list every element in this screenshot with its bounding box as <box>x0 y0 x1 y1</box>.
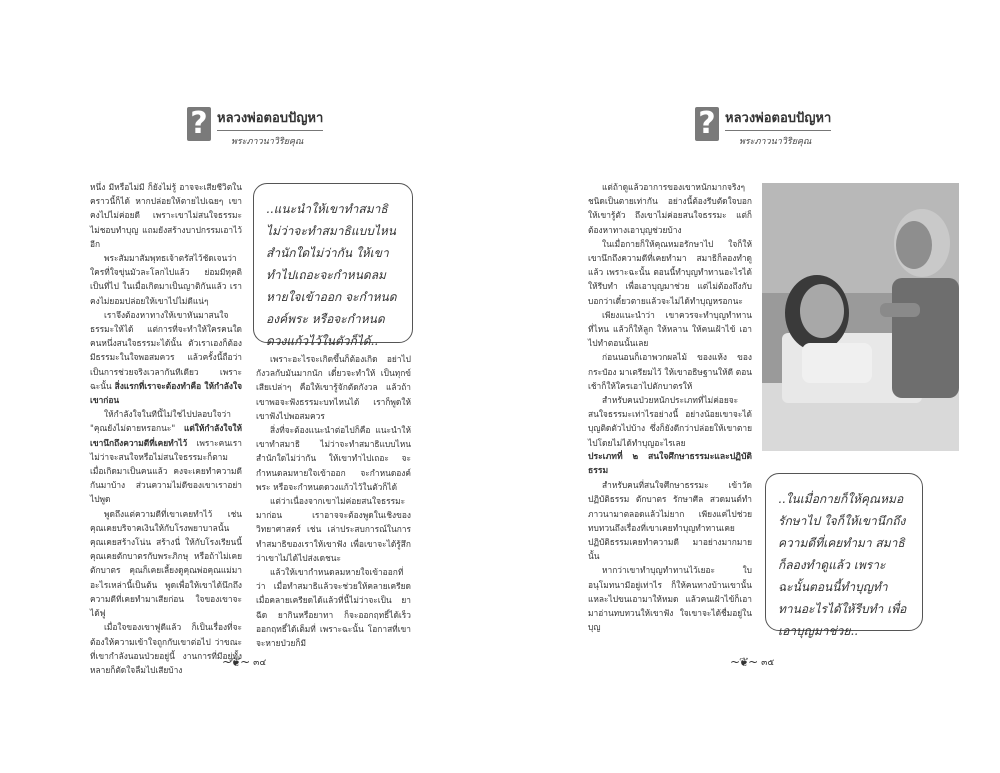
header-title: หลวงพ่อตอบปัญหา <box>725 107 831 131</box>
paragraph: สำหรับคนที่สนใจศึกษาธรรมะ เข้าวัดปฏิบัติธรรม ตักบาตร รักษาศีล สวดมนต์ทำภาวนามาตลอดแล้วไม่ยาก เพียงแค่ไปช่วยทบทวนถึงเรื่องที่เขาเคยทำบุญทำทานเคยปฏิบัติธรรมเคยทำความดี มาอย่างมากมายนั้น <box>588 480 752 562</box>
right-page-column <box>588 180 752 635</box>
paragraph: แต่ว่าเนื่องจากเขาไม่ค่อยสนใจธรรมะมาก่อน เราอาจจะต้องพูดในเชิงของวิทยาศาสตร์ เช่น เล่าประสบการณ์ในการทำสมาธิของเราให้เขาฟัง เพื่อเขาจะได้รู้สึกว่าเขาไม่ได้ไปส่งเดชนะ <box>256 496 411 563</box>
paragraph: เพียงแนะนำว่า เขาควรจะทำบุญทำทานที่ไหน แล้วก็ให้ลูก ให้หลาน ให้คนเฝ้าไข้ เอาไปทำตอนนั้นเลย <box>588 309 752 349</box>
paragraph: แต่ถ้าดูแล้วอาการของเขาหนักมากจริงๆ ชนิดเป็นตายเท่ากัน อย่างนี้ต้องรีบตัดใจบอกให้เขารู้ตัว ถึงเขาไม่ค่อยสนใจธรรมะ แต่ก็ต้องหาทางเอาบุญช่วยบ้าง <box>588 182 752 235</box>
hospital-photo <box>762 183 959 451</box>
left-page-column-2 <box>256 352 411 650</box>
left-page-column-1 <box>90 180 242 677</box>
left-pull-quote <box>253 183 413 348</box>
page-header-right <box>695 107 831 148</box>
paragraph: พูดถึงแต่ความดีที่เขาเคยทำไว้ เช่น คุณเคยบริจาคเงินให้กับโรงพยาบาลนั้น คุณเคยสร้างโน่น สร้างนี่ ให้กับโรงเรียนนี้ คุณเคยตักบาตรกับพระภิกษุ หรือถ้าไม่เคยตักบาตร คุณก็เคยเลี้ยงดูคุณพ่อคุณแม่มา อะไรเหล่านี้เป็นต้น พูดเพื่อให้เขาได้นึกถึงความดีที่เคยทำมาเสียก่อน ใจของเขาจะได้ฟู <box>90 508 242 619</box>
right-page <box>500 0 1000 773</box>
paragraph: หากว่าเขาทำบุญทำทานไว้เยอะ ใบอนุโมทนามีอยู่เท่าไร ก็ให้คนทางบ้านเขานั้นแหละไปขนเอามาให้หมด แล้วคนเฝ้าไข้ก็เอามาอ่านทบทวนให้เขาฟัง ใจเขาจะได้ชื่มอยู่ในบุญ <box>588 565 752 633</box>
question-icon: ? <box>187 107 211 141</box>
left-quote-text: ..แนะนำให้เขาทำสมาธิ ไม่ว่าจะทำสมาธิแบบไหน สำนักใดไม่ว่ากัน ให้เขาทำไปเถอะจะกำหนดลมหายใจเข้าออก จะกำหนดองค์พระ หรือจะกำหนดดวงแก้วไว้ในตัวก็ได้.. <box>266 202 397 348</box>
bold-text: สิ่งแรกที่เราจะต้องทำคือ ให้กำลังใจเขาก่อน <box>90 380 242 406</box>
paragraph: เมื่อใจของเขาฟูดีแล้ว ก็เป็นเรื่องที่จะต้องให้ความเข้าใจถูกกับเขาต่อไป ว่าขณะที่เขากำลังนอนป่วยอยู่นี้ งานการที่มีอยู่ทั้งหลายก็ตัดใจลืมไปเสียบ้าง <box>90 622 242 675</box>
page-header-left <box>187 107 323 148</box>
header-title: หลวงพ่อตอบปัญหา <box>217 107 323 131</box>
paragraph: สิ่งที่จะต้องแนะนำต่อไปก็คือ แนะนำให้เขาทำสมาธิ ไม่ว่าจะทำสมาธิแบบไหน สำนักใดไม่ว่ากัน ให้เขาทำไปเถอะ จะกำหนดลมหายใจเข้าออก จะกำหนดองค์พระ หรือจะกำหนดดวงแก้วไว้ในตัวก็ได้ <box>256 425 411 492</box>
paragraph: เพราะอะไรจะเกิดขึ้นก็ต้องเกิด อย่าไปกังวลกับมันมากนัก เดี๋ยวจะทำให้ เป็นทุกข์เสียเปล่าๆ คือให้เขารู้จักตัดกังวล แล้วถ้าเขาพอจะฟังธรรมะบทไหนได้ เราก็พูดให้เขาฟังไปพอสมควร <box>256 354 411 421</box>
paragraph: สำหรับคนป่วยหนักประเภทที่ไม่ค่อยจะสนใจธรรมะเท่าไรอย่างนี้ อย่างน้อยเขาจะได้บุญติดตัวไปบ้าง ซึ่งก็ยังดีกว่าปล่อยให้เขาตายไปโดยไม่ได้ทำบุญอะไรเลย <box>588 395 752 448</box>
ornament-icon: ~❦~ <box>730 655 758 669</box>
paragraph: หนึ่ง มีหรือไม่มี ก็ยังไม่รู้ อาจจะเสียชีวิตในคราวนี้ก็ได้ หากปล่อยให้ตายไปเฉยๆ เขาคงไปไม่ค่อยดี เพราะเขาไม่สนใจธรรมะ ไม่ชอบทำบุญ แถมยังสร้างบาปกรรมเอาไว้อีก <box>90 182 242 249</box>
bold-text: แต่ให้กำลังใจให้เขานึกถึงความดีที่เคยทำไว้ <box>90 423 242 448</box>
paragraph: ให้กำลังใจในทีนี้ไม่ใช่ไปปลอบใจว่า "คุณยังไม่ตายหรอกนะ" แต่ให้กำลังใจให้เขานึกถึงความดีที่เคยทำไว้ เพราะคนเราไม่ว่าจะสนใจหรือไม่สนใจธรรมะก็ตาม เมื่อเกิดมาเป็นคนแล้ว คงจะเคยทำความดีกันมาบ้าง ส่วนความไม่ดีของเขาเราอย่าไปพูด <box>90 409 242 505</box>
header-subtitle: พระภาวนาวิริยคุณ <box>231 137 304 147</box>
paragraph: ในเมื่อกายก็ให้คุณหมอรักษาไป ใจก็ให้เขานึกถึงความดีที่เคยทำมา สมาธิก็ลองทำดูแล้ว เพราะฉะนั้น ตอนนี้ทำบุญทำทานอะไรได้ให้รีบทำ เพื่อเอาบุญมาช่วย แต่ไม่ต้องถึงกับบอกว่าเดี๋ยวตายแล้วจะไม่ได้ทำบุญหรอกนะ <box>588 238 752 306</box>
right-page-footer <box>730 655 774 669</box>
left-page-number: ๓๔ <box>253 658 267 668</box>
header-subtitle: พระภาวนาวิริยคุณ <box>739 137 812 147</box>
paragraph: แล้วให้เขากำหนดลมหายใจเข้าออกที่ว่า เมื่อทำสมาธิแล้วจะช่วยให้คลายเครียด เมื่อคลายเครียดได้แล้วที่นี้ไม่ว่าจะเป็น ยาฉีด ยากินหรือยาทา ก็จะออกฤทธิ์ได้เร็ว ออกฤทธิ์ได้เต็มที่ เพราะฉะนั้น โอกาสที่เขาจะหายป่วยก็มี <box>256 567 411 649</box>
question-icon: ? <box>695 107 719 141</box>
right-quote-text: ..ในเมื่อกายก็ให้คุณหมอรักษาไป ใจก็ให้เขานึกถึงความดีที่เคยทำมา สมาธิก็ลองทำดูแล้ว เพราะฉะนั้นตอนนี้ทำบุญทำทานอะไรได้ให้รีบทำ เพื่อเอาบุญมาช่วย.. <box>778 492 907 638</box>
right-pull-quote <box>765 473 923 638</box>
paragraph: เราจึงต้องหาทางให้เขาหันมาสนใจธรรมะให้ได้ แต่การที่จะทำให้ใครคนใดคนหนึ่งสนใจธรรมะได้นั้น ตัวเราเองก็ต้องมีธรรมะในใจพอสมควร แล้วครั้งนี้ถือว่าเป็นการช่วยจริงเวลากันทีเดียว เพราะฉะนั้น สิ่งแรกที่เราจะต้องทำคือ ให้กำลังใจเขาก่อน <box>90 309 242 406</box>
photo-doctor-child-image <box>762 183 959 451</box>
left-page-footer <box>222 655 266 669</box>
section-heading: ประเภทที่ ๒ สนใจศึกษาธรรมะและปฏิบัติธรรม <box>588 451 752 477</box>
paragraph: พระสัมมาสัมพุทธเจ้าตรัสไว้ชัดเจนว่า ใครที่ใจขุ่นมัวละโลกไปแล้ว ย่อมมีทุคติเป็นที่ไป ในเมื่อเกิดมาเป็นญาติกันแล้ว เราคงไม่ยอมปล่อยให้เขาไปไม่ดีแน่ๆ <box>90 253 242 306</box>
paragraph: ก่อนนอนก็เอาพวกผลไม้ ของแห้ง ของกระป๋อง มาเตรียมไว้ ให้เขาอธิษฐานให้ดี ตอนเช้าก็ให้ใครเอาไปตักบาตรให้ <box>588 352 752 391</box>
ornament-icon: ~❦~ <box>222 655 250 669</box>
right-page-number: ๓๕ <box>761 658 775 668</box>
